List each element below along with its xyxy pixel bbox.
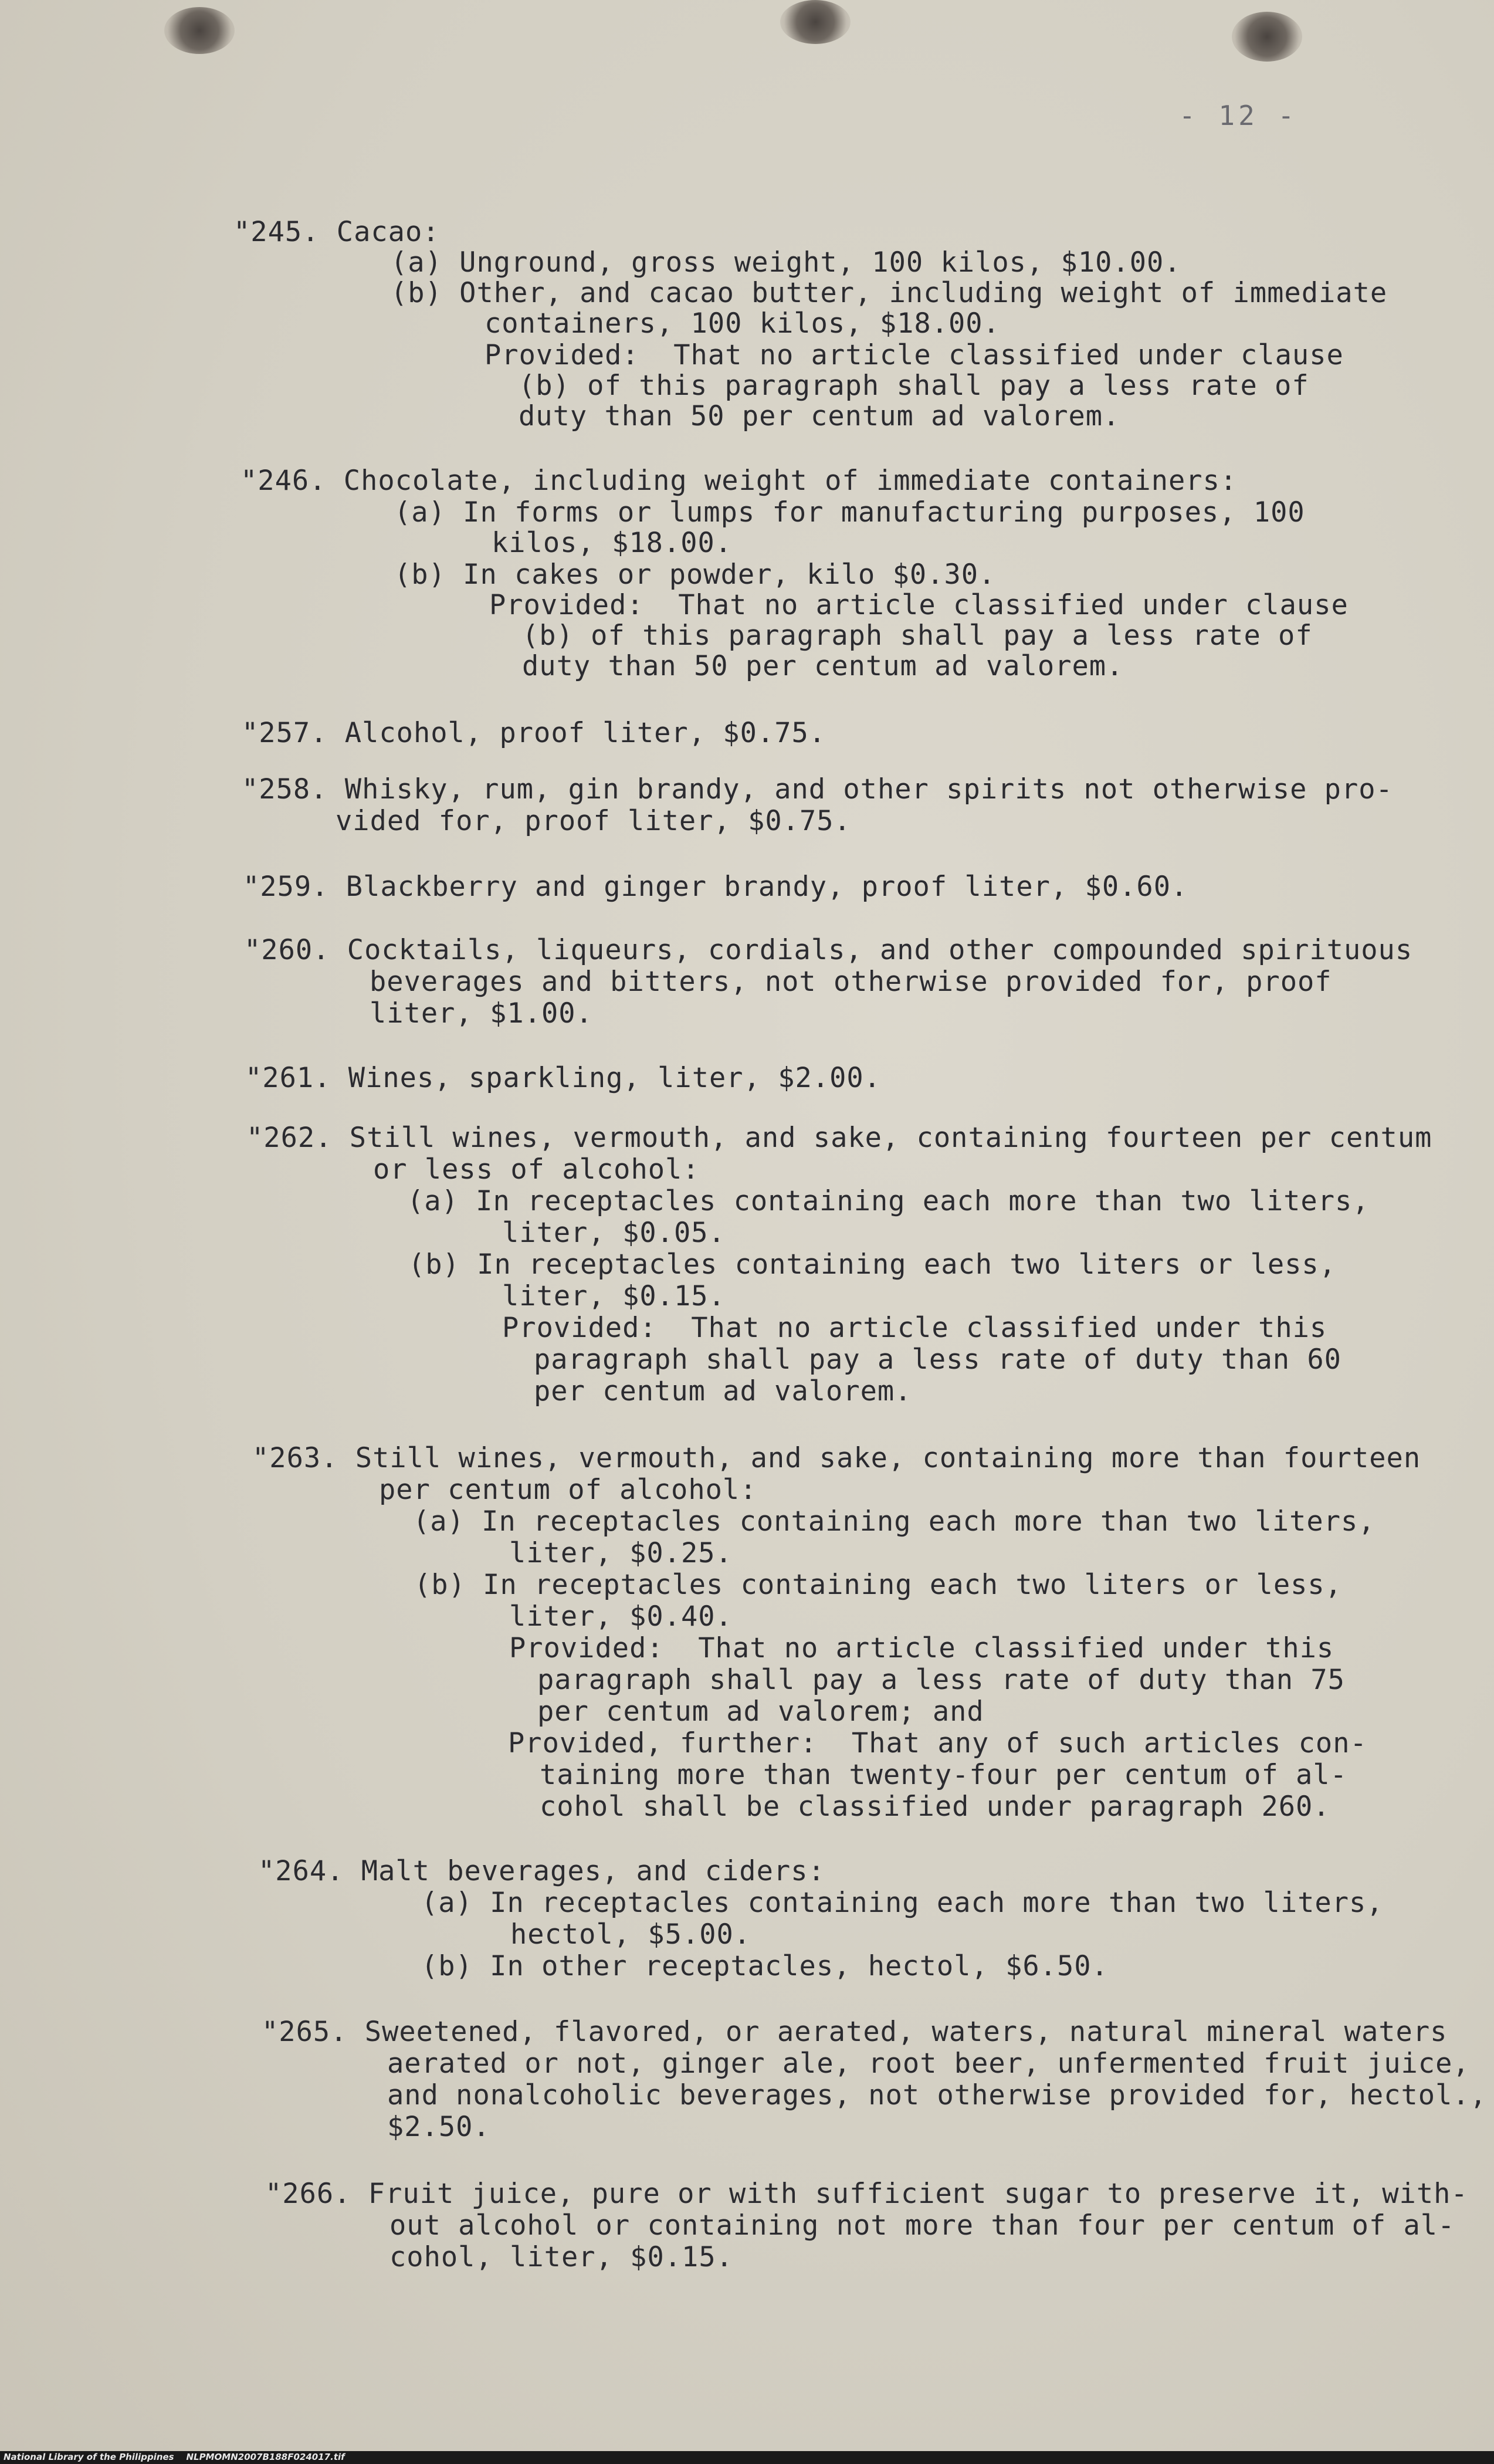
para-263: "263. Still wines, vermouth, and sake, containing more than fourteen bbox=[252, 1442, 1421, 1474]
para-263-a: (a) In receptacles containing each more than two liters, bbox=[413, 1505, 1376, 1538]
para-262-proviso-cont: paragraph shall pay a less rate of duty than 60 bbox=[534, 1343, 1341, 1376]
para-263-a-cont: liter, $0.25. bbox=[509, 1537, 733, 1569]
para-245-a: (a) Unground, gross weight, 100 kilos, $10.00. bbox=[391, 246, 1181, 279]
para-260: "260. Cocktails, liqueurs, cordials, and other compounded spirituous bbox=[244, 934, 1413, 966]
para-246-proviso: Provided: That no article classified under clause bbox=[489, 589, 1349, 621]
archive-footer bbox=[0, 2451, 1494, 2464]
para-262-b: (b) In receptacles containing each two liters or less, bbox=[408, 1248, 1337, 1281]
punch-hole-right bbox=[1232, 12, 1302, 62]
para-263-cont: per centum of alcohol: bbox=[379, 1474, 757, 1506]
para-265-cont: $2.50. bbox=[387, 2111, 490, 2143]
para-265-cont: aerated or not, ginger ale, root beer, unfermented fruit juice, bbox=[387, 2047, 1470, 2080]
para-262-b-cont: liter, $0.15. bbox=[502, 1280, 726, 1312]
para-262-a: (a) In receptacles containing each more than two liters, bbox=[407, 1185, 1370, 1217]
para-259: "259. Blackberry and ginger brandy, proof liter, $0.60. bbox=[243, 871, 1188, 903]
archive-footer-text: National Library of the Philippines NLPMOMN2007B188F024017.tif bbox=[4, 2452, 345, 2462]
para-263-proviso-further: Provided, further: That any of such articles con- bbox=[508, 1727, 1367, 1759]
para-246-heading: "246. Chocolate, including weight of immediate containers: bbox=[240, 465, 1238, 497]
para-264-b: (b) In other receptacles, hectol, $6.50. bbox=[421, 1950, 1109, 1982]
para-258: "258. Whisky, rum, gin brandy, and other spirits not otherwise pro- bbox=[242, 773, 1393, 805]
para-264: "264. Malt beverages, and ciders: bbox=[258, 1855, 825, 1887]
page-number: - 12 - bbox=[1179, 100, 1298, 131]
punch-hole-center bbox=[780, 0, 851, 44]
para-260-cont: liter, $1.00. bbox=[370, 997, 593, 1030]
para-262-proviso-cont: per centum ad valorem. bbox=[534, 1375, 912, 1407]
para-245-b-cont: containers, 100 kilos, $18.00. bbox=[485, 307, 1000, 340]
para-263-proviso-cont: paragraph shall pay a less rate of duty than 75 bbox=[537, 1664, 1345, 1696]
para-266-cont: cohol, liter, $0.15. bbox=[389, 2241, 733, 2273]
para-245-proviso-cont: duty than 50 per centum ad valorem. bbox=[519, 400, 1120, 432]
para-263-b-cont: liter, $0.40. bbox=[509, 1600, 733, 1633]
para-262: "262. Still wines, vermouth, and sake, containing fourteen per centum bbox=[246, 1122, 1432, 1154]
para-245-heading: "245. Cacao: bbox=[233, 216, 440, 248]
para-246-proviso-cont: (b) of this paragraph shall pay a less rate of bbox=[522, 620, 1313, 652]
para-246-a-cont: kilos, $18.00. bbox=[492, 527, 733, 559]
para-265-cont: and nonalcoholic beverages, not otherwise provided for, hectol., bbox=[387, 2079, 1487, 2111]
para-264-a: (a) In receptacles containing each more than two liters, bbox=[421, 1887, 1384, 1919]
para-265: "265. Sweetened, flavored, or aerated, waters, natural mineral waters bbox=[262, 2016, 1448, 2048]
punch-hole-left bbox=[164, 7, 235, 54]
para-263-b: (b) In receptacles containing each two liters or less, bbox=[414, 1569, 1343, 1601]
para-258-cont: vided for, proof liter, $0.75. bbox=[336, 805, 851, 837]
para-262-proviso: Provided: That no article classified under this bbox=[502, 1312, 1327, 1344]
para-264-a-cont: hectol, $5.00. bbox=[510, 1918, 751, 1951]
para-263-proviso-further-cont: taining more than twenty-four per centum of al- bbox=[540, 1759, 1347, 1791]
para-246-b: (b) In cakes or powder, kilo $0.30. bbox=[394, 559, 996, 591]
para-263-proviso-cont: per centum ad valorem; and bbox=[537, 1695, 984, 1728]
para-245-b: (b) Other, and cacao butter, including weight of immediate bbox=[391, 277, 1388, 309]
para-262-a-cont: liter, $0.05. bbox=[502, 1217, 726, 1249]
para-261: "261. Wines, sparkling, liter, $2.00. bbox=[245, 1062, 881, 1094]
para-245-proviso-cont: (b) of this paragraph shall pay a less rate of bbox=[519, 370, 1309, 402]
para-263-proviso-further-cont: cohol shall be classified under paragraph 260. bbox=[540, 1791, 1330, 1823]
para-263-proviso: Provided: That no article classified under this bbox=[509, 1632, 1334, 1664]
para-245-proviso: Provided: That no article classified under clause bbox=[485, 339, 1344, 371]
para-257: "257. Alcohol, proof liter, $0.75. bbox=[242, 717, 826, 749]
para-266: "266. Fruit juice, pure or with sufficient sugar to preserve it, with- bbox=[265, 2178, 1468, 2210]
para-246-proviso-cont: duty than 50 per centum ad valorem. bbox=[522, 650, 1124, 682]
para-266-cont: out alcohol or containing not more than four per centum of al- bbox=[389, 2209, 1455, 2242]
para-246-a: (a) In forms or lumps for manufacturing purposes, 100 bbox=[394, 496, 1305, 529]
para-260-cont: beverages and bitters, not otherwise provided for, proof bbox=[370, 966, 1332, 998]
para-262-cont: or less of alcohol: bbox=[373, 1153, 700, 1186]
